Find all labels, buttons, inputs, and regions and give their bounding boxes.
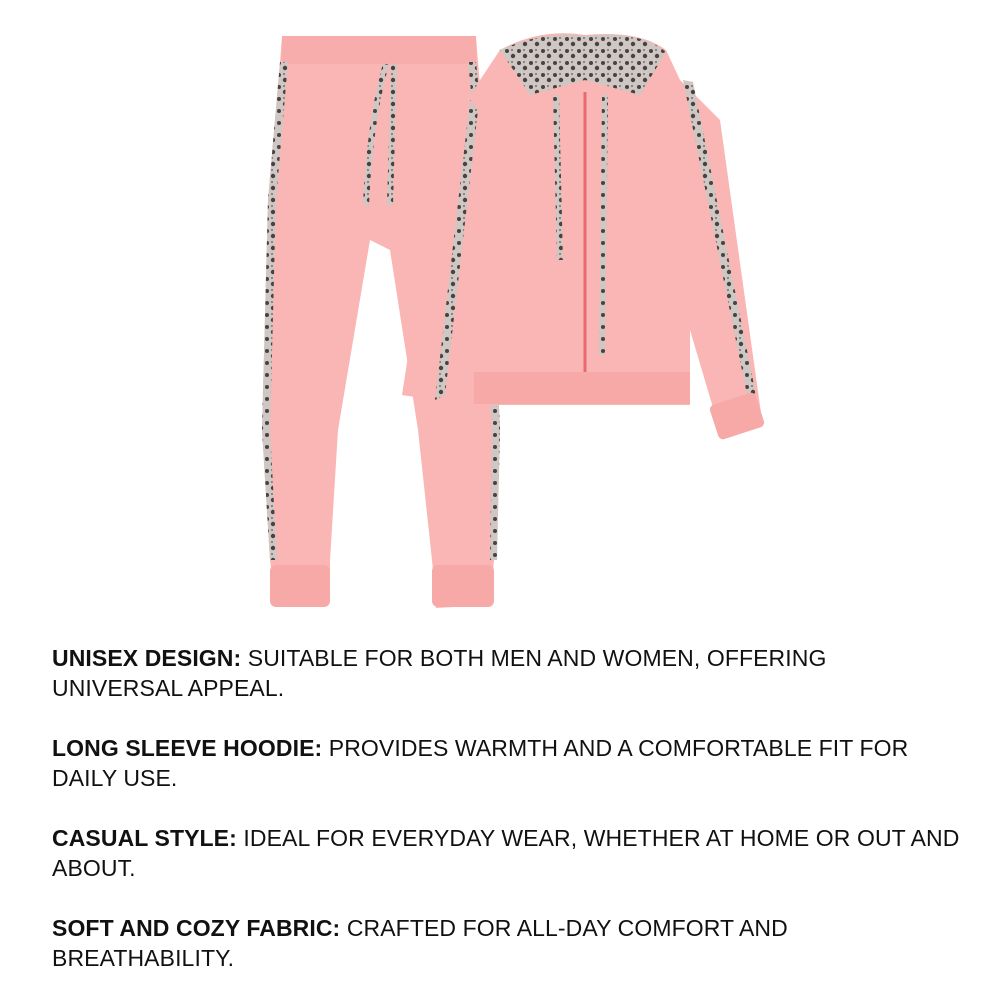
feature-item	[52, 733, 962, 793]
feature-list	[52, 643, 962, 1003]
product-photo	[250, 20, 770, 620]
feature-item	[52, 643, 962, 703]
feature-item	[52, 823, 962, 883]
feature-label: LONG SLEEVE HOODIE:	[52, 735, 323, 761]
feature-item	[52, 913, 962, 973]
feature-label: CASUAL STYLE:	[52, 825, 237, 851]
feature-text: SUITABLE FOR BOTH MEN AND WOMEN, OFFERING UNIVERSAL APPEAL.	[52, 645, 827, 701]
feature-label: UNISEX DESIGN:	[52, 645, 242, 671]
feature-text: IDEAL FOR EVERYDAY WEAR, WHETHER AT HOME OR OUT AND ABOUT.	[52, 825, 960, 881]
feature-text: PROVIDES WARMTH AND A COMFORTABLE FIT FOR DAILY USE.	[52, 735, 909, 791]
feature-text: CRAFTED FOR ALL-DAY COMFORT AND BREATHABILITY.	[52, 915, 788, 971]
feature-label: SOFT AND COZY FABRIC:	[52, 915, 341, 941]
